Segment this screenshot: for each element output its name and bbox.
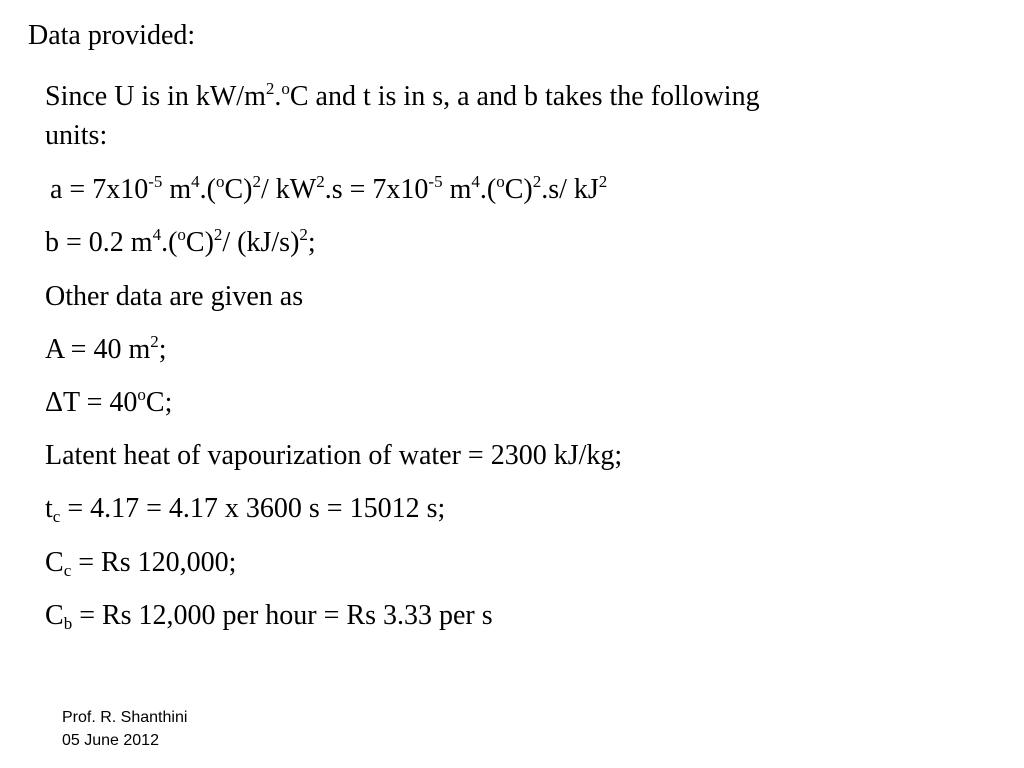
text-segment: ΔT = 40 <box>45 387 138 418</box>
text-segment: .( <box>161 227 178 258</box>
text-segment: = Rs 120,000; <box>71 547 237 578</box>
text-segment: ; <box>158 334 167 365</box>
superscript: 2 <box>598 172 608 191</box>
text-segment: t <box>45 493 53 524</box>
superscript: 2 <box>213 225 223 244</box>
superscript: o <box>137 385 146 404</box>
superscript: o <box>281 79 290 98</box>
superscript: 2 <box>252 172 261 191</box>
text-segment: C and t is in s, a and b takes the following <box>289 81 760 112</box>
text-segment: m <box>162 174 192 205</box>
text-segment: C; <box>145 387 173 418</box>
superscript: 2 <box>532 172 542 191</box>
text-segment: C <box>45 600 64 631</box>
footer-author: Prof. R. Shanthini <box>62 709 188 726</box>
text-segment: Other data are given as <box>45 281 304 312</box>
tc-line <box>45 491 445 527</box>
footer-date: 05 June 2012 <box>62 732 159 749</box>
text-segment: C) <box>185 227 214 258</box>
a-units-line <box>50 172 607 208</box>
text-segment: b = 0.2 m <box>45 227 153 258</box>
superscript: o <box>216 172 225 191</box>
text-segment: units: <box>45 120 108 151</box>
superscript: 4 <box>191 172 200 191</box>
units-statement-line <box>45 79 760 115</box>
text-segment: / kW <box>261 174 317 205</box>
cb-line <box>45 598 493 634</box>
text-segment: C) <box>224 174 253 205</box>
superscript: -5 <box>428 172 443 191</box>
superscript: 2 <box>150 332 159 351</box>
superscript: o <box>496 172 505 191</box>
footer <box>62 706 187 752</box>
subscript: b <box>63 614 73 633</box>
subscript: c <box>63 561 72 580</box>
superscript: o <box>177 225 186 244</box>
superscript: 2 <box>265 79 275 98</box>
superscript: -5 <box>148 172 163 191</box>
text-segment: C <box>45 547 64 578</box>
b-units-line <box>45 225 316 261</box>
subscript: c <box>52 507 61 526</box>
text-segment: / (kJ/s) <box>222 227 300 258</box>
text-segment: A = 40 m <box>45 334 151 365</box>
text-segment: C) <box>504 174 533 205</box>
superscript: 4 <box>471 172 480 191</box>
latent-heat-line <box>45 438 622 474</box>
area-line <box>45 332 167 368</box>
superscript: 2 <box>316 172 325 191</box>
text-segment: a = 7x10 <box>50 174 149 205</box>
other-data-heading <box>45 279 303 315</box>
text-segment: . <box>274 81 282 112</box>
superscript: 4 <box>152 225 162 244</box>
text-segment: ; <box>307 227 316 258</box>
slide-title: Data provided: <box>28 20 196 51</box>
cc-line <box>45 545 236 581</box>
text-segment: .s = 7x10 <box>324 174 429 205</box>
text-segment: = 4.17 = 4.17 x 3600 s = 15012 s; <box>60 493 446 524</box>
text-segment: Latent heat of vapourization of water = 2300 kJ/kg; <box>45 440 623 471</box>
text-segment: .s/ kJ <box>541 174 599 205</box>
text-segment: Since U is in kW/m <box>45 81 266 112</box>
text-segment: .( <box>199 174 216 205</box>
text-segment: m <box>442 174 472 205</box>
text-segment: .( <box>479 174 497 205</box>
delta-t-line <box>45 385 172 421</box>
text-segment: = Rs 12,000 per hour = Rs 3.33 per s <box>72 600 493 631</box>
superscript: 2 <box>299 225 308 244</box>
units-statement-continuation <box>45 118 107 154</box>
